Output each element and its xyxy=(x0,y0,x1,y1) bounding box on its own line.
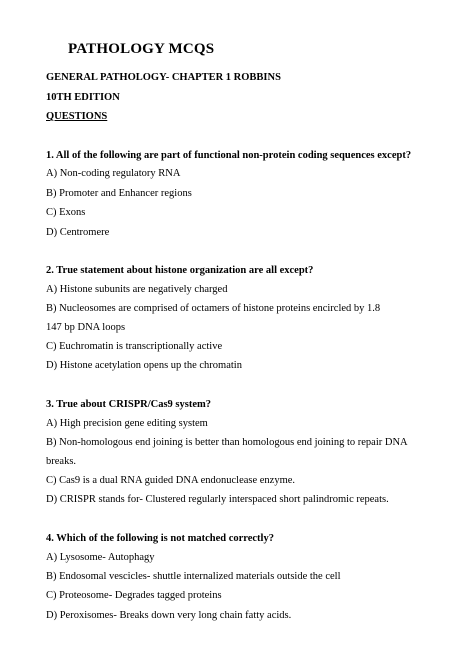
question-1-option-d: D) Centromere xyxy=(46,227,110,238)
question-3-option-a: A) High precision gene editing system xyxy=(46,418,208,429)
question-2-option-c: C) Euchromatin is transcriptionally active xyxy=(46,341,223,352)
question-3-option-b-continued: breaks. xyxy=(46,456,77,467)
question-3-option-c: C) Cas9 is a dual RNA guided DNA endonuclease enzyme. xyxy=(46,475,296,486)
question-3-option-d: D) CRISPR stands for- Clustered regularly interspaced short palindromic repeats. xyxy=(46,494,389,505)
question-3: 3. True about CRISPR/Cas9 system? xyxy=(46,399,211,410)
question-4-option-b: B) Endosomal vescicles- shuttle internalized materials outside the cell xyxy=(46,571,341,582)
document-subtitle: GENERAL PATHOLOGY- CHAPTER 1 ROBBINS xyxy=(46,72,281,83)
question-4-option-d: D) Peroxisomes- Breaks down very long chain fatty acids. xyxy=(46,610,292,621)
question-2-option-b-continued: 147 bp DNA loops xyxy=(46,322,126,333)
document-title: PATHOLOGY MCQS xyxy=(68,41,215,57)
question-1-option-a: A) Non-coding regulatory RNA xyxy=(46,168,181,179)
question-3-option-b: B) Non-homologous end joining is better than homologous end joining to repair DNA xyxy=(46,437,408,448)
question-4-option-a: A) Lysosome- Autophagy xyxy=(46,552,155,563)
question-4: 4. Which of the following is not matched correctly? xyxy=(46,533,274,544)
question-2: 2. True statement about histone organization are all except? xyxy=(46,265,314,276)
question-1-option-b: B) Promoter and Enhancer regions xyxy=(46,188,192,199)
edition-label: 10TH EDITION xyxy=(46,92,120,103)
question-1: 1. All of the following are part of functional non-protein coding sequences except? xyxy=(46,150,412,161)
question-4-option-c: C) Proteosome- Degrades tagged proteins xyxy=(46,590,222,601)
section-heading: QUESTIONS xyxy=(46,111,108,122)
question-1-option-c: C) Exons xyxy=(46,207,86,218)
question-2-option-b: B) Nucleosomes are comprised of octamers of histone proteins encircled by 1.8 xyxy=(46,303,381,314)
question-2-option-a: A) Histone subunits are negatively charged xyxy=(46,284,228,295)
question-2-option-d: D) Histone acetylation opens up the chromatin xyxy=(46,360,242,371)
